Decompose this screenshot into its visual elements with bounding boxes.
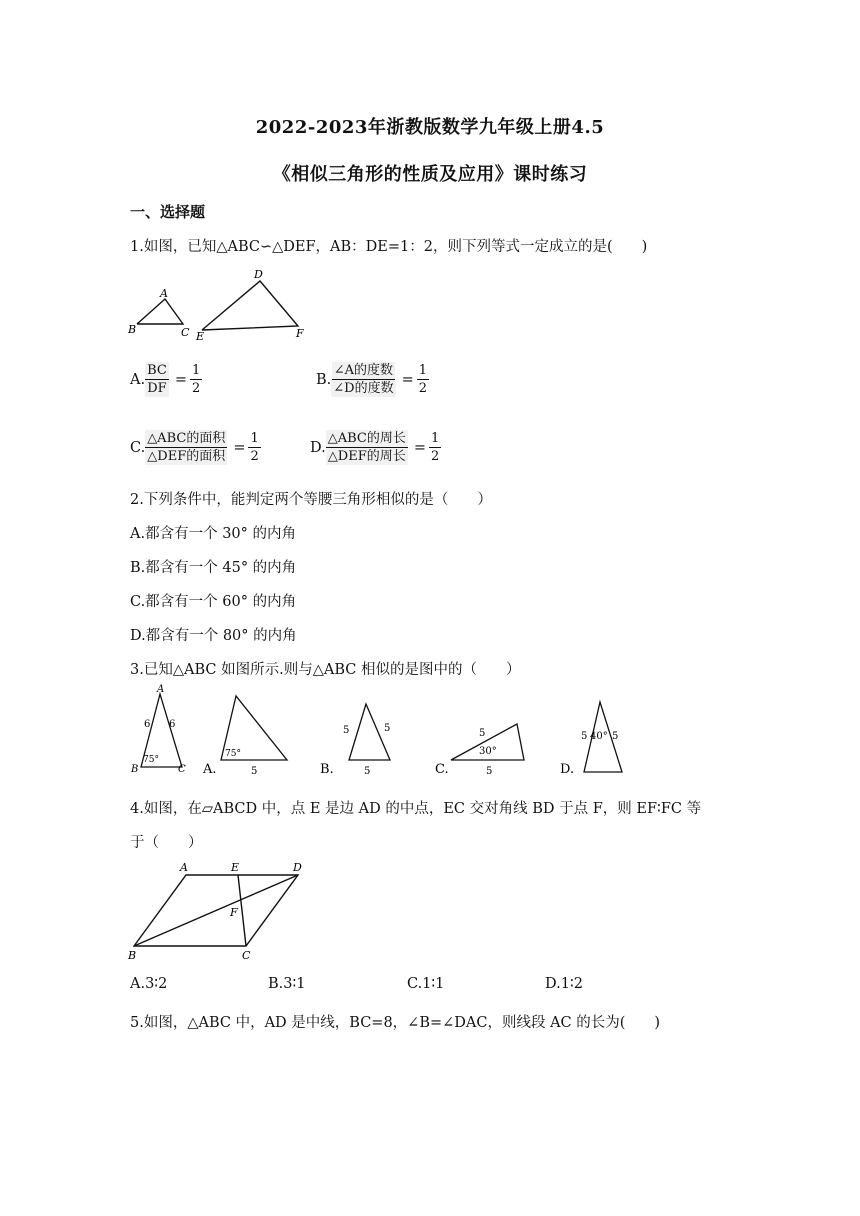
q1-option-a-ratio — [190, 362, 202, 397]
q3-ref-side-right: 6 — [169, 719, 176, 730]
doc-title-line1: 2022-2023年浙教版数学九年级上册4.5 — [255, 117, 605, 138]
q1-option-a-ratio-den: 2 — [192, 381, 201, 396]
q1-option-d-ratio-num: 1 — [431, 431, 440, 446]
q1-label-d: D — [254, 268, 263, 281]
q1-option-a[interactable] — [130, 362, 202, 397]
q3-opt-b-side-bottom: 5 — [364, 766, 371, 777]
q4-stem-line2: 于（ ） — [130, 835, 203, 851]
q3-ref-angle: 75° — [143, 755, 159, 765]
q1-option-a-label: A. — [130, 371, 146, 388]
q1-option-d[interactable] — [310, 430, 441, 465]
q3-opt-a-side: 5 — [251, 766, 258, 777]
q1-option-d-eq: = — [413, 439, 427, 456]
q3-opt-c-angle: 30° — [479, 746, 497, 757]
q4-label-d: D — [293, 861, 302, 874]
q1-option-c-label: C. — [130, 439, 146, 456]
q3-stem: 3.已知△ABC 如图所示.则与△ABC 相似的是图中的（ ） — [130, 662, 521, 678]
q1-option-d-ratio-den: 2 — [431, 449, 440, 464]
q3-opt-b-side-left: 5 — [343, 725, 350, 736]
q1-option-c-ratio-den: 2 — [250, 449, 259, 464]
q1-option-b-eq: = — [401, 371, 414, 388]
section-heading: 一、选择题 — [130, 203, 206, 221]
q1-label-e: E — [196, 330, 205, 343]
q1-option-c-num: △ABC的面积 — [147, 431, 226, 446]
q1-option-a-ratio-num: 1 — [192, 363, 201, 378]
q3-ref-label-a: A — [157, 684, 165, 695]
q1-option-d-den: △DEF的周长 — [327, 449, 406, 464]
q1-option-b-label: B. — [316, 371, 332, 388]
q3-opt-d-side-right: 5 — [612, 731, 619, 742]
q2-stem: 2.下列条件中，能判定两个等腰三角形相似的是（ ） — [130, 492, 492, 508]
q3-opt-c-side-top: 5 — [479, 728, 486, 739]
q3-figure — [126, 682, 766, 778]
q3-opt-d-side-left: 5 — [581, 731, 588, 742]
q1-option-b-ratio-den: 2 — [418, 381, 428, 396]
q1-label-c: C — [181, 326, 190, 339]
q1-option-d-ratio — [429, 430, 441, 465]
q1-option-d-fraction — [326, 430, 408, 465]
q1-option-b-num: ∠A的度数 — [333, 363, 394, 378]
q3-ref-side-left: 6 — [144, 719, 151, 730]
q3-opt-a-letter: A. — [203, 762, 217, 777]
q3-opt-b-letter: B. — [320, 762, 334, 777]
q3-ref-label-c: C — [178, 764, 186, 775]
q1-option-d-num: △ABC的周长 — [327, 431, 406, 446]
q1-label-b: B — [128, 323, 137, 336]
q1-option-b-ratio-num: 1 — [418, 363, 428, 378]
q5-stem: 5.如图，△ABC 中，AD 是中线，BC=8，∠B=∠DAC，则线段 AC 的长为( ) — [130, 1015, 661, 1031]
q2-option-c[interactable]: C.都含有一个 60° 的内角 — [130, 594, 297, 610]
q1-option-c-eq: = — [233, 439, 246, 456]
doc-title-line2: 《相似三角形的性质及应用》课时练习 — [272, 164, 588, 185]
q1-option-a-den: DF — [147, 381, 167, 396]
q4-option-c[interactable]: C.1∶1 — [407, 976, 445, 992]
q4-label-c: C — [242, 949, 251, 962]
q1-option-c-den: △DEF的面积 — [147, 449, 226, 464]
q4-label-f: F — [230, 906, 238, 919]
q2-option-b[interactable]: B.都含有一个 45° 的内角 — [130, 560, 297, 576]
q3-opt-d-letter: D. — [560, 762, 575, 777]
q1-option-c-ratio-num: 1 — [250, 431, 259, 446]
q1-option-c-fraction — [145, 430, 227, 465]
q1-option-c-ratio — [248, 430, 260, 465]
q3-opt-d-angle: 40° — [590, 731, 608, 742]
q2-option-d[interactable]: D.都含有一个 80° 的内角 — [130, 628, 297, 644]
q1-option-c[interactable] — [130, 430, 261, 465]
q1-option-a-eq: = — [174, 371, 187, 388]
q1-option-b[interactable] — [316, 362, 429, 397]
q4-label-a: A — [180, 861, 188, 874]
q4-option-b[interactable]: B.3∶1 — [268, 976, 306, 992]
q3-opt-b-side-right: 5 — [384, 723, 391, 734]
q3-opt-c-letter: C. — [435, 762, 449, 777]
q1-label-f: F — [296, 327, 304, 340]
q1-option-b-fraction — [331, 362, 395, 397]
q4-figure — [126, 858, 316, 968]
q3-ref-label-b: B — [131, 764, 139, 775]
q3-opt-c-side-bottom: 5 — [486, 766, 493, 777]
q1-option-a-fraction — [145, 362, 169, 397]
q4-stem-line1: 4.如图，在▱ABCD 中，点 E 是边 AD 的中点，EC 交对角线 BD 于点 F，则 EF∶FC 等 — [130, 801, 702, 817]
q4-option-a[interactable]: A.3∶2 — [130, 976, 168, 992]
q1-stem: 1.如图，已知△ABC∽△DEF，AB：DE=1：2，则下列等式一定成立的是( ) — [130, 239, 648, 255]
q4-option-d[interactable]: D.1∶2 — [545, 976, 583, 992]
q1-label-a: A — [160, 287, 168, 300]
q1-option-d-label: D. — [310, 439, 326, 456]
q1-option-a-num: BC — [147, 363, 167, 378]
q4-label-b: B — [128, 949, 137, 962]
q2-option-a[interactable]: A.都含有一个 30° 的内角 — [130, 526, 296, 542]
q1-option-b-den: ∠D的度数 — [333, 381, 394, 396]
q3-opt-a-angle: 75° — [225, 749, 241, 759]
q1-option-b-ratio — [417, 362, 429, 397]
q4-label-e: E — [231, 861, 240, 874]
q1-figure — [126, 264, 326, 344]
